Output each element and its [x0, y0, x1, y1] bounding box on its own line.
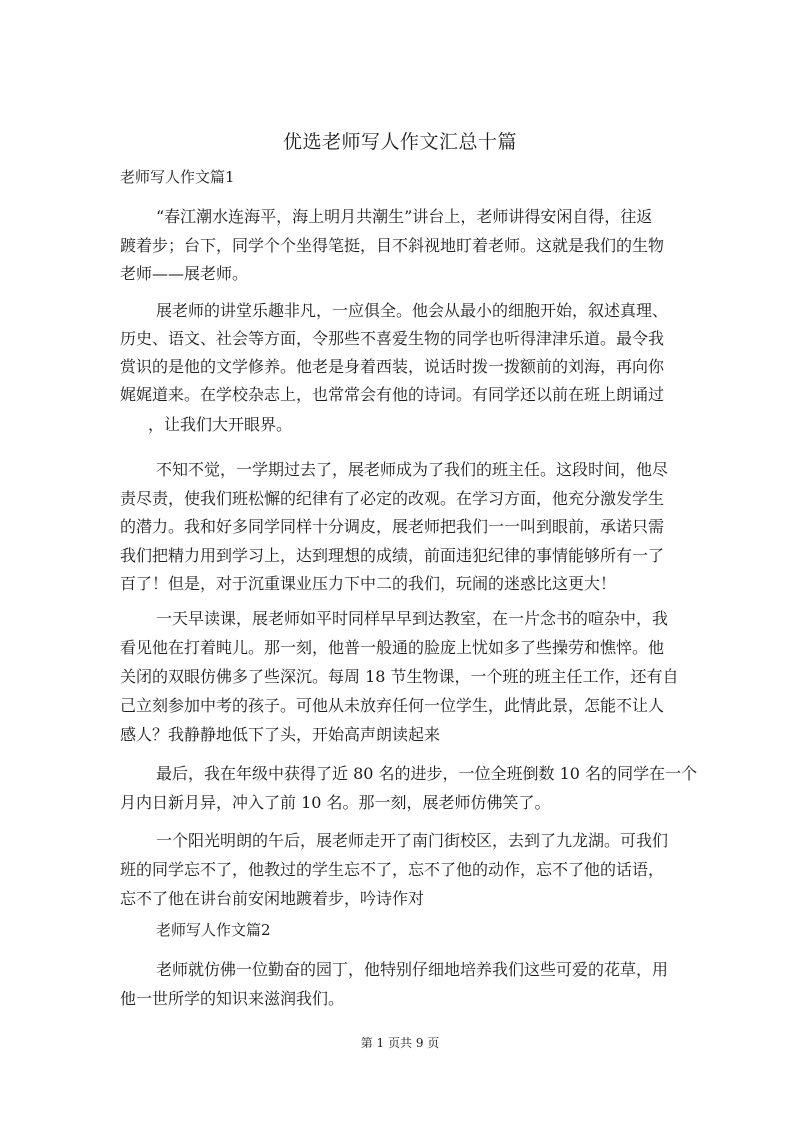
paragraph-line: 老师就仿佛一位勤奋的园丁，他特别仔细地培养我们这些可爱的花草，用: [156, 960, 669, 979]
document-title: 优选老师写人作文汇总十篇: [282, 131, 517, 153]
paragraph-line: 不知不觉，一学期过去了，展老师成为了我们的班主任。这段时间，他尽: [156, 460, 669, 479]
paragraph-line: 百了！但是，对于沉重课业压力下中二的我们，玩闹的迷惑比这更大！: [120, 574, 617, 593]
section-heading-1: 老师写人作文篇1: [120, 168, 235, 186]
section-heading-2: 老师写人作文篇2: [156, 921, 271, 939]
paragraph-line: 关闭的双眼仿佛多了些深沉。每周 18 节生物课，一个班的班主任工作，还有自: [120, 667, 679, 686]
paragraph-line: 的潜力。我和好多同学同样十分调皮，展老师把我们一一叫到眼前，承诺只需: [120, 517, 665, 536]
paragraph-line: 月内日新月异，冲入了前 10 名。那一刻，展老师仿佛笑了。: [120, 793, 551, 812]
paragraph-line: 娓娓道来。在学校杂志上，也常常会有他的诗词。有同学还以前在班上朗诵过: [120, 385, 665, 404]
paragraph-line: 历史、语文、社会等方面，令那些不喜爱生物的同学也听得津津乐道。最令我: [120, 329, 665, 348]
page-footer: 第 1 页共 9 页: [360, 1036, 440, 1050]
paragraph-line: 最后，我在年级中获得了近 80 名的进步，一位全班倒数 10 名的同学在一个: [156, 764, 698, 783]
paragraph-line: 踱着步；台下，同学个个坐得笔挺，目不斜视地盯着老师。这就是我们的生物: [120, 236, 665, 255]
paragraph-line: “春江潮水连海平，海上明月共潮生”讲台上，老师讲得安闲自得，往返: [156, 207, 653, 226]
paragraph-line: 己立刻参加中考的孩子。可他从未放弃任何一位学生，此情此景，怎能不让人: [120, 696, 665, 715]
paragraph-line: 我们把精力用到学习上，达到理想的成绩，前面违犯纪律的事情能够所有一了: [120, 546, 665, 565]
paragraph-line: 他一世所学的知识来滋润我们。: [120, 989, 345, 1008]
paragraph-line: 看见他在打着盹儿。那一刻，他普一般通的脸庞上忧如多了些操劳和憔悴。他: [120, 638, 665, 657]
paragraph-line: 班的同学忘不了，他教过的学生忘不了，忘不了他的动作，忘不了他的话语，: [120, 860, 665, 879]
paragraph-line: 老师——展老师。: [120, 264, 249, 283]
paragraph-line: 一个阳光明朗的午后，展老师走开了南门街校区，去到了九龙湖。可我们: [156, 831, 669, 850]
paragraph-line: 忘不了他在讲台前安闲地踱着步，吟诗作对: [120, 889, 425, 908]
paragraph-line: 责尽责，使我们班松懈的纪律有了必定的改观。在学习方面，他充分激发学生: [120, 489, 665, 508]
paragraph-line: 感人？我静静地低下了头，开始高声朗读起来: [120, 725, 441, 744]
paragraph-line: 展老师的讲堂乐趣非凡，一应俱全。他会从最小的细胞开始，叙述真理、: [156, 301, 669, 320]
paragraph-line: 赏识的是他的文学修养。他老是身着西装，说话时拨一拨额前的刘海，再向你: [120, 357, 665, 376]
paragraph-line: 一天早读课，展老师如平时同样早早到达教室，在一片念书的喧杂中，我: [156, 609, 669, 628]
paragraph-line: ，让我们大开眼界。: [148, 415, 293, 434]
